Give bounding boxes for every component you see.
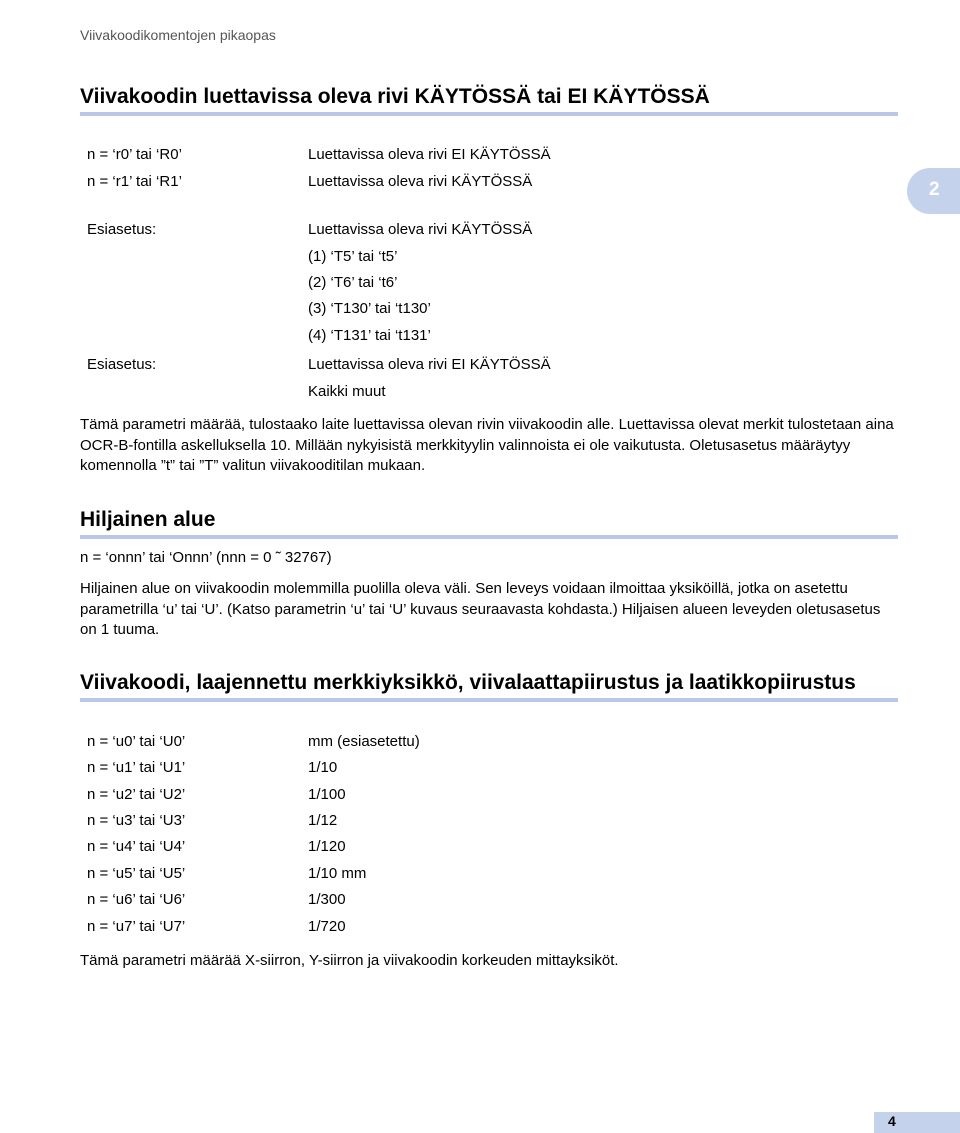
- chapter-number: 2: [929, 179, 940, 200]
- param-label: n = ‘u3’ tai ‘U3’: [87, 812, 186, 829]
- param-label: n = ‘u0’ tai ‘U0’: [87, 733, 186, 750]
- param-description: Luettavissa oleva rivi KÄYTÖSSÄ: [308, 173, 533, 190]
- param-description: (3) ‘T130’ tai ‘t130’: [308, 300, 431, 317]
- param-description: (2) ‘T6’ tai ‘t6’: [308, 274, 398, 291]
- param-label: n = ‘r0’ tai ‘R0’: [87, 146, 182, 163]
- section-title-units: Viivakoodi, laajennettu merkkiyksikkö, viivalaattapiirustus ja laatikkopiirustus: [80, 671, 856, 694]
- param-description: Luettavissa oleva rivi EI KÄYTÖSSÄ: [308, 146, 551, 163]
- param-description: (1) ‘T5’ tai ‘t5’: [308, 248, 398, 265]
- page-number-box: [874, 1112, 960, 1133]
- section-rule: [80, 112, 898, 116]
- param-label: n = ‘r1’ tai ‘R1’: [87, 173, 182, 190]
- param-description: (4) ‘T131’ tai ‘t131’: [308, 327, 431, 344]
- param-value: 1/300: [308, 891, 346, 908]
- section-title-quiet-zone: Hiljainen alue: [80, 508, 216, 531]
- running-header: Viivakoodikomentojen pikaopas: [80, 27, 276, 43]
- param-label: n = ‘u2’ tai ‘U2’: [87, 786, 186, 803]
- param-value: mm (esiasetettu): [308, 733, 420, 750]
- section-rule: [80, 535, 898, 539]
- param-value: 1/100: [308, 786, 346, 803]
- section-title-readable-line: Viivakoodin luettavissa oleva rivi KÄYTÖSSÄ tai EI KÄYTÖSSÄ: [80, 85, 710, 108]
- param-label: n = ‘u6’ tai ‘U6’: [87, 891, 186, 908]
- param-value: 1/120: [308, 838, 346, 855]
- default-label: Esiasetus:: [87, 221, 157, 238]
- param-syntax: n = ‘onnn’ tai ‘Onnn’ (nnn = 0 ˜ 32767): [80, 549, 332, 566]
- chapter-tab: [907, 168, 960, 214]
- param-description: Luettavissa oleva rivi EI KÄYTÖSSÄ: [308, 356, 551, 373]
- section-paragraph: Tämä parametri määrää X-siirron, Y-siirron ja viivakoodin korkeuden mittayksiköt.: [80, 952, 619, 969]
- param-value: 1/720: [308, 918, 346, 935]
- param-value: 1/10: [308, 759, 338, 776]
- param-description: Kaikki muut: [308, 383, 386, 400]
- param-value: 1/10 mm: [308, 865, 367, 882]
- param-label: n = ‘u7’ tai ‘U7’: [87, 918, 186, 935]
- param-label: n = ‘u4’ tai ‘U4’: [87, 838, 186, 855]
- default-label: Esiasetus:: [87, 356, 157, 373]
- param-description: Luettavissa oleva rivi KÄYTÖSSÄ: [308, 221, 533, 238]
- section-paragraph: Tämä parametri määrää, tulostaako laite luettavissa olevan rivin viivakoodin alle. Luettavissa olevat merkit tulostetaan aina OCR-B-fontilla askelluksella 10. Millään nykyisistä merkkityylin valinnoista ei ole vaikutusta. Oletusasetus määräytyy komennolla ”t” tai ”T” valitun viivakooditilan mukaan.: [80, 416, 894, 474]
- section-paragraph: Hiljainen alue on viivakoodin molemmilla puolilla oleva väli. Sen leveys voidaan ilmoittaa yksiköillä, jotka on asetettu parametrilla ‘u’ tai ‘U’. (Katso parametrin ‘u’ tai ‘U’ kuvaus seuraavasta kohdasta.) Hiljaisen alueen leveyden oletusasetus on 1 tuuma.: [80, 580, 881, 638]
- param-value: 1/12: [308, 812, 338, 829]
- param-label: n = ‘u5’ tai ‘U5’: [87, 865, 186, 882]
- param-label: n = ‘u1’ tai ‘U1’: [87, 759, 186, 776]
- page-number: 4: [888, 1113, 896, 1129]
- section-rule: [80, 698, 898, 702]
